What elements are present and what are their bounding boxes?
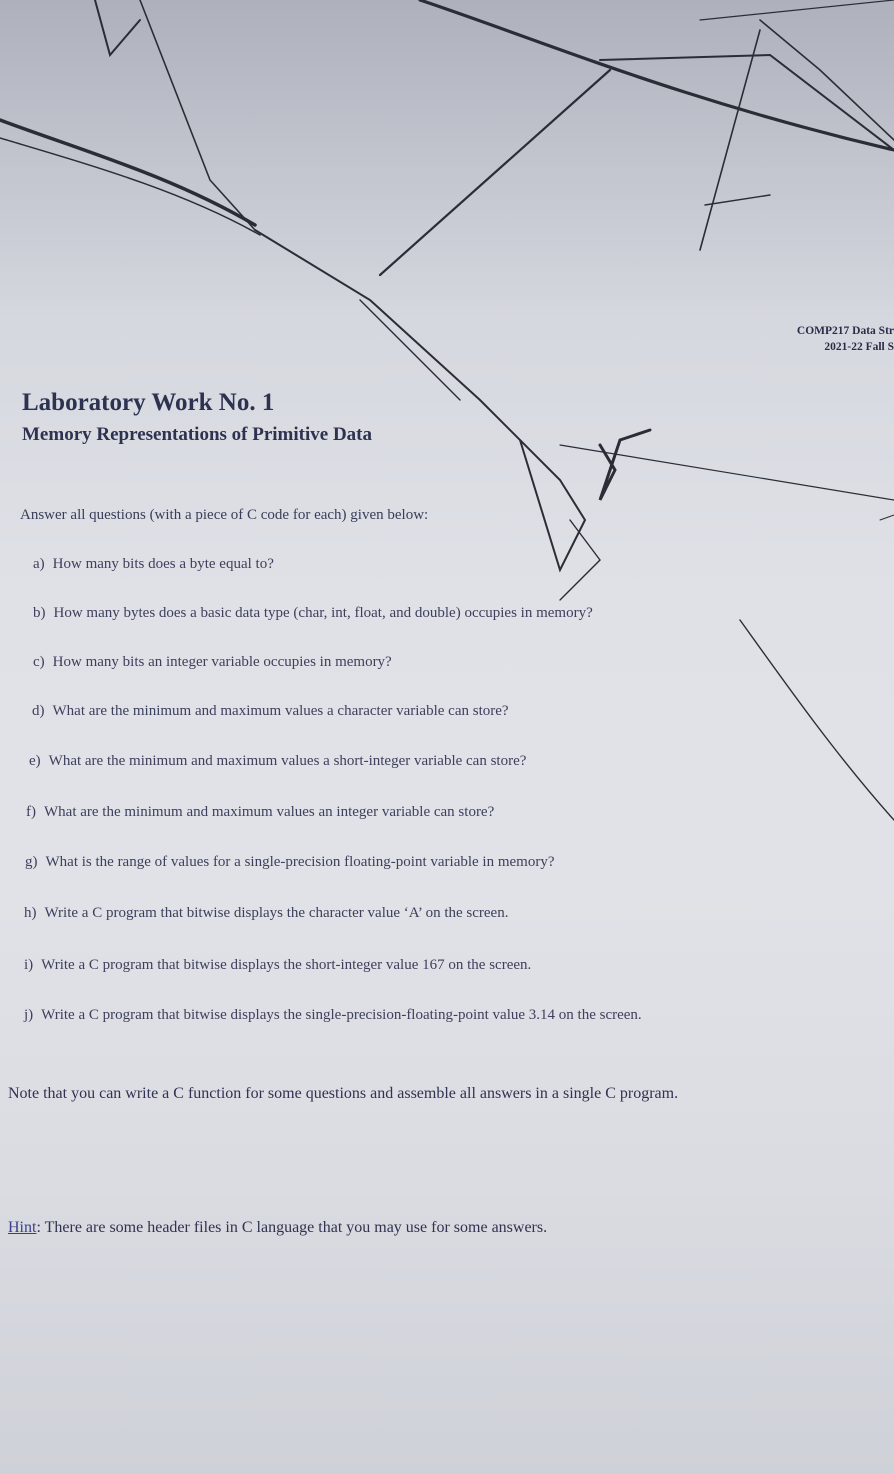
question-a <box>33 556 274 573</box>
question-i <box>24 957 531 974</box>
question-letter: g) <box>25 854 38 870</box>
question-b <box>33 605 593 622</box>
question-text: Write a C program that bitwise displays the character value ‘A’ on the screen. <box>44 905 509 921</box>
question-g <box>25 854 555 871</box>
question-text: Write a C program that bitwise displays the short-integer value 167 on the screen. <box>41 957 532 973</box>
question-h <box>24 905 508 922</box>
screen-top-glare <box>0 0 894 300</box>
hint-label: Hint <box>8 1219 37 1236</box>
question-letter: c) <box>33 654 45 670</box>
question-e <box>29 753 526 770</box>
note: Note that you can write a C function for some questions and assemble all answers in a single C program. <box>8 1085 679 1102</box>
hint <box>8 1219 547 1237</box>
question-d <box>32 703 509 720</box>
course-code: COMP217 Data Str <box>796 325 894 337</box>
question-text: What are the minimum and maximum values a short-integer variable can store? <box>48 753 527 769</box>
course-header <box>694 323 894 355</box>
question-letter: j) <box>24 1007 34 1023</box>
hint-text: : There are some header files in C language that you may use for some answers. <box>36 1219 548 1236</box>
question-text: How many bytes does a basic data type (char, int, float, and double) occupies in memory? <box>53 605 593 621</box>
lab-title: Laboratory Work No. 1 <box>22 389 275 416</box>
question-j <box>24 1007 642 1024</box>
question-f <box>26 804 494 821</box>
question-letter: b) <box>33 605 46 621</box>
question-letter: i) <box>24 957 34 973</box>
question-text: Write a C program that bitwise displays the single-precision-floating-point value 3.14 on the screen. <box>41 1007 642 1023</box>
question-letter: d) <box>32 703 45 719</box>
question-text: How many bits does a byte equal to? <box>52 556 274 572</box>
lab-subtitle: Memory Representations of Primitive Data <box>22 424 372 445</box>
instructions: Answer all questions (with a piece of C code for each) given below: <box>20 507 429 523</box>
course-term: 2021-22 Fall S <box>824 341 894 353</box>
question-letter: e) <box>29 753 41 769</box>
question-c <box>33 654 392 671</box>
question-letter: a) <box>33 556 45 572</box>
question-letter: f) <box>26 804 36 820</box>
question-text: How many bits an integer variable occupies in memory? <box>52 654 392 670</box>
question-letter: h) <box>24 905 37 921</box>
question-text: What is the range of values for a single-precision floating-point variable in memory? <box>45 854 555 870</box>
question-text: What are the minimum and maximum values an integer variable can store? <box>44 804 495 820</box>
question-text: What are the minimum and maximum values a character variable can store? <box>52 703 509 719</box>
